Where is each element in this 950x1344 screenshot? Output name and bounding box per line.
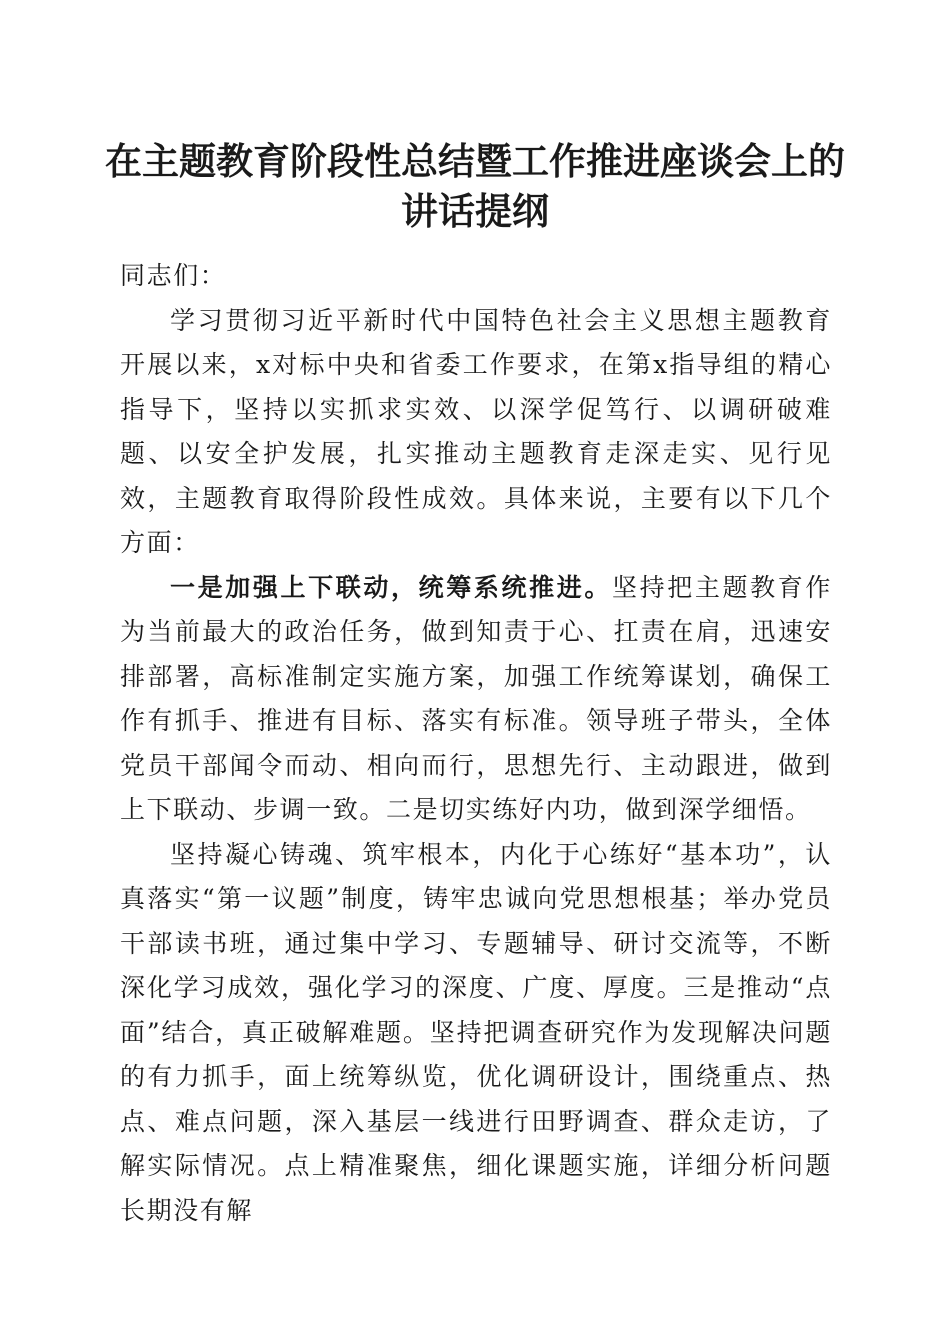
greeting: 同志们： bbox=[120, 261, 227, 290]
document-title bbox=[100, 136, 850, 236]
point-one-heading: 一是加强上下联动，统筹系统推进。 bbox=[170, 572, 613, 602]
title-line-2: 讲话提纲 bbox=[401, 189, 549, 233]
title-line-1: 在主题教育阶段性总结暨工作推进座谈会上的 bbox=[105, 139, 845, 183]
document-body bbox=[120, 254, 832, 1233]
point-one-body: 坚持把主题教育作为当前最大的政治任务，做到知责于心、扛责在肩，迅速安排部署，高标准制定实施方案，加强工作统筹谋划，确保工作有抓手、推进有目标、落实有标准。领导班子带头，全体党员干部闻令而动、相向而行，思想先行、主动跟进，做到上下联动、步调一致。二是切实练好内功，做到深学细悟。 bbox=[120, 572, 832, 824]
paragraph-point-one bbox=[120, 566, 832, 833]
paragraph-points-two-three: 坚持凝心铸魂、筑牢根本，内化于心练好“基本功”，认真落实“第一议题”制度，铸牢忠诚向党思想根基；举办党员干部读书班，通过集中学习、专题辅导、研讨交流等，不断深化学习成效，强化学习的深度、广度、厚度。三是推动“点面”结合，真正破解难题。坚持把调查研究作为发现解决问题的有力抓手，面上统筹纵览，优化调研设计，围绕重点、热点、难点问题，深入基层一线进行田野调查、群众走访，了解实际情况。点上精准聚焦，细化课题实施，详细分析问题长期没有解 bbox=[120, 839, 832, 1225]
paragraph-intro: 学习贯彻习近平新时代中国特色社会主义思想主题教育开展以来，x对标中央和省委工作要求，在第x指导组的精心指导下，坚持以实抓求实效、以深学促笃行、以调研破难题、以安全护发展，扎实推动主题教育走深走实、见行见效，主题教育取得阶段性成效。具体来说，主要有以下几个方面： bbox=[120, 305, 832, 557]
